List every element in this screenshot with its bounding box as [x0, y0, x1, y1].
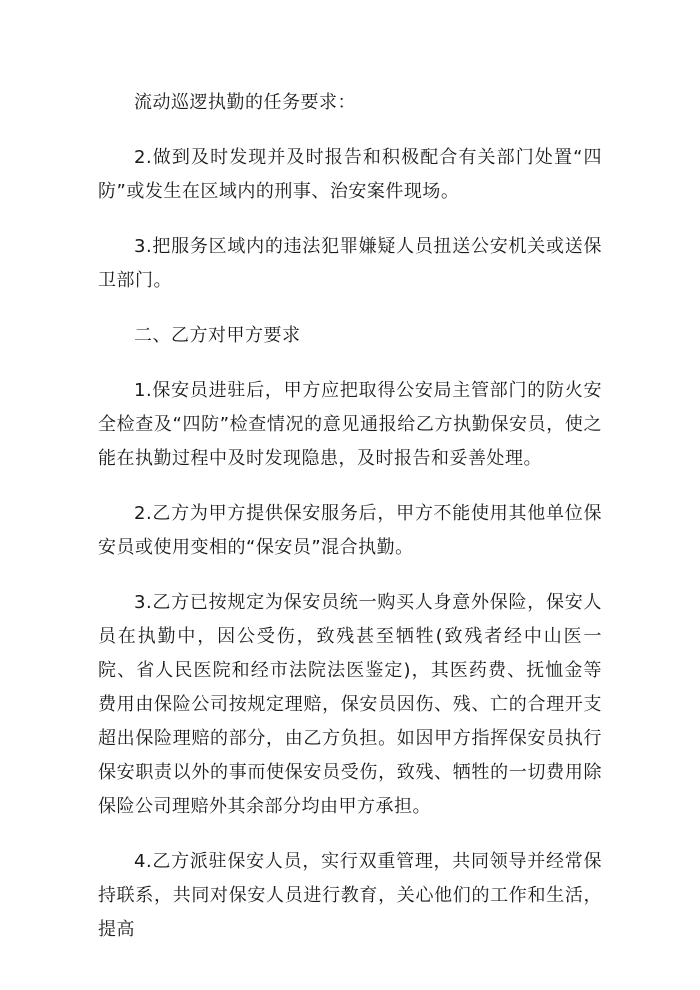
paragraph-patrol-requirements: 流动巡逻执勤的任务要求： [134, 92, 356, 113]
paragraph-item-2-exclusive: 2.乙方为甲方提供保安服务后，甲方不能使用其他单位保安员或使用变相的“保安员”混合执勤。 [98, 503, 602, 558]
document-body [98, 86, 602, 968]
section-heading-party-b-requirements: 二、乙方对甲方要求 [134, 325, 301, 346]
paragraph-item-3-insurance: 3.乙方已按规定为保安员统一购买人身意外保险，保安人员在执勤中，因公受伤，致残甚至牺牲(致残者经中山医一院、省人民医院和经市法院法医鉴定)，其医药费、抚恤金等费用由保险公司按规定理赔，保安员因伤、残、亡的合理开支超出保险理赔的部分，由乙方负担。如因甲方指挥保安员执行保安职责以外的事而使保安员受伤，致残、牺牲的一切费用除保险公司理赔外其余部分均由甲方承担。 [98, 592, 602, 817]
paragraph-item-4-management: 4.乙方派驻保安人员，实行双重管理，共同领导并经常保持联系，共同对保安人员进行教育，关心他们的工作和生活，提高 [98, 851, 602, 940]
paragraph-item-3-escort: 3.把服务区域内的违法犯罪嫌疑人员扭送公安机关或送保卫部门。 [98, 236, 602, 291]
paragraph-item-2-report: 2.做到及时发现并及时报告和积极配合有关部门处置“四防”或发生在区域内的刑事、治安案件现场。 [98, 147, 602, 202]
paragraph-item-1-inspection: 1.保安员进驻后，甲方应把取得公安局主管部门的防火安全检查及“四防”检查情况的意见通报给乙方执勤保安员，使之能在执勤过程中及时发现隐患，及时报告和妥善处理。 [98, 380, 602, 469]
